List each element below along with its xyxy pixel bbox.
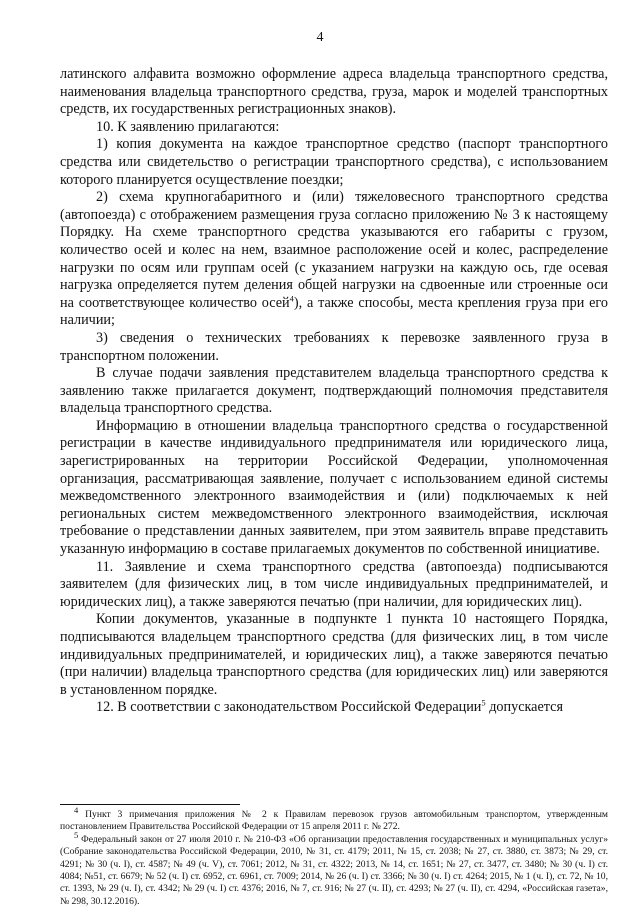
footnote-ref-4: 4 <box>289 292 294 303</box>
footnotes <box>60 804 608 908</box>
paragraph-subitem-3: 3) сведения о технических требованиях к перевозке заявленного груза в транспортном положении. <box>60 329 608 364</box>
paragraph-item-12-tail: допускается <box>485 699 563 716</box>
paragraph-subitem-2-text: 2) схема крупногабаритного и (или) тяжеловесного транспортного средства (автопоезда) с отображением размещения груза согласно приложению № 3 к настоящему Порядку. На схеме транспортного средства указываются его габариты с грузом, количество осей и колес на нем, взаимное расположение осей и колес, распределение нагрузки по осям или группам осей (с указанием нагрузки на каждую ось, где осевая нагрузка определяется путем деления общей нагрузки на сдвоенные или строенные оси на соответствующее количество осей <box>60 189 608 311</box>
paragraph-subitem-2 <box>60 189 608 330</box>
paragraph-subitem-2-tail: ), а также способы, места крепления груза при его наличии; <box>60 294 608 329</box>
paragraph-representative: В случае подачи заявления представителем владельца транспортного средства к заявлению также прилагается документ, подтверждающий полномочия представителя владельца транспортного средства. <box>60 365 608 417</box>
paragraph-item-10: 10. К заявлению прилагаются: <box>96 118 280 135</box>
footnote-5-marker: 5 <box>74 829 79 840</box>
paragraph-subitem-1: 1) копия документа на каждое транспортное средство (паспорт транспортного средства или свидетельство о регистрации транспортного средства), с использованием которого планируется осуществление поездки; <box>60 136 608 188</box>
footnote-4 <box>60 804 608 834</box>
paragraph-information: Информацию в отношении владельца транспортного средства о государственной регистрации в качестве индивидуального предпринимателя или юридического лица, зарегистрированных на территории Российской Федерации, уполномоченная организация, рассматривающая заявление, получает с использованием единой системы межведомственного электронного взаимодействия и (или) подключаемых к ней региональных систем межведомственного электронного взаимодействия, исключая требование о представлении данных заявителем, при этом заявитель вправе представить указанную информацию в составе прилагаемых документов по собственной инициативе. <box>60 417 608 558</box>
footnote-divider <box>60 804 240 805</box>
paragraph-item-12-text: 12. В соответствии с законодательством Российской Федерации <box>96 699 482 716</box>
footnote-ref-5: 5 <box>481 697 486 708</box>
paragraph-item-11: 11. Заявление и схема транспортного средства (автопоезда) подписываются заявителем (для физических лиц, в том числе индивидуальных предпринимателей, и юридических лиц), а также заверяются печатью (при наличии, для юридических лиц). <box>60 558 608 610</box>
paragraph-copies: Копии документов, указанные в подпункте 1 пункта 10 настоящего Порядка, подписываются владельцем транспортного средства (для физических лиц, в том числе индивидуальных предпринимателей, и юридических лиц), а также заверяются печатью (при наличии) владельца транспортного средства (для юридических лиц) или заверяются в установленном порядке. <box>60 611 608 698</box>
paragraph-item-12 <box>60 699 608 717</box>
paragraph-continuation: латинского алфавита возможно оформление адреса владельца транспортного средства, наименования владельца транспортного средства, груза, марок и моделей транспортных средств, их государственных регистрационных знаков). <box>60 66 608 118</box>
page-number: 4 <box>316 30 324 45</box>
footnote-5-text: Федеральный закон от 27 июля 2010 г. № 210-ФЗ «Об организации предоставления государственных и муниципальных услуг» (Собрание законодательства Российской Федерации, 2010, № 31, ст. 4179; 2011, № 15, ст. 2038; № 27, ст. 3880, ст. 3873; № 29, ст. 4291; № 30 (ч. I), ст. 4587; № 49 (ч. V), ст. 7061; 2012, № 31, ст. 4322; 2013, № 14, ст. 1651; № 27, ст. 3477, ст. 3480; № 30 (ч. I) ст. 4084; №51, ст. 6679; № 52 (ч. I) ст. 6952, ст. 6961, ст. 7009; 2014, № 26 (ч. I) ст. 3366; № 30 (ч. I) ст. 4264; 2015, № 1 (ч. I), ст. 72, № 10, ст. 1393, № 29 (ч. I), ст. 4342; № 29 (ч. I) ст. 4376; 2016, № 7, ст. 916; № 27 (ч. II), ст. 4293; № 27 (ч. II), ст. 4294, «Российская газета», № 298, 30.12.2016). <box>60 833 608 907</box>
footnote-4-marker: 4 <box>74 804 79 815</box>
document-body <box>60 66 608 717</box>
footnote-4-text: Пункт 3 примечания приложения № 2 к Правилам перевозок грузов автомобильным транспортом, утвержденным постановлением Правительства Российской Федерации от 15 апреля 2011 г. № 272. <box>60 809 608 833</box>
footnote-5 <box>60 829 608 908</box>
